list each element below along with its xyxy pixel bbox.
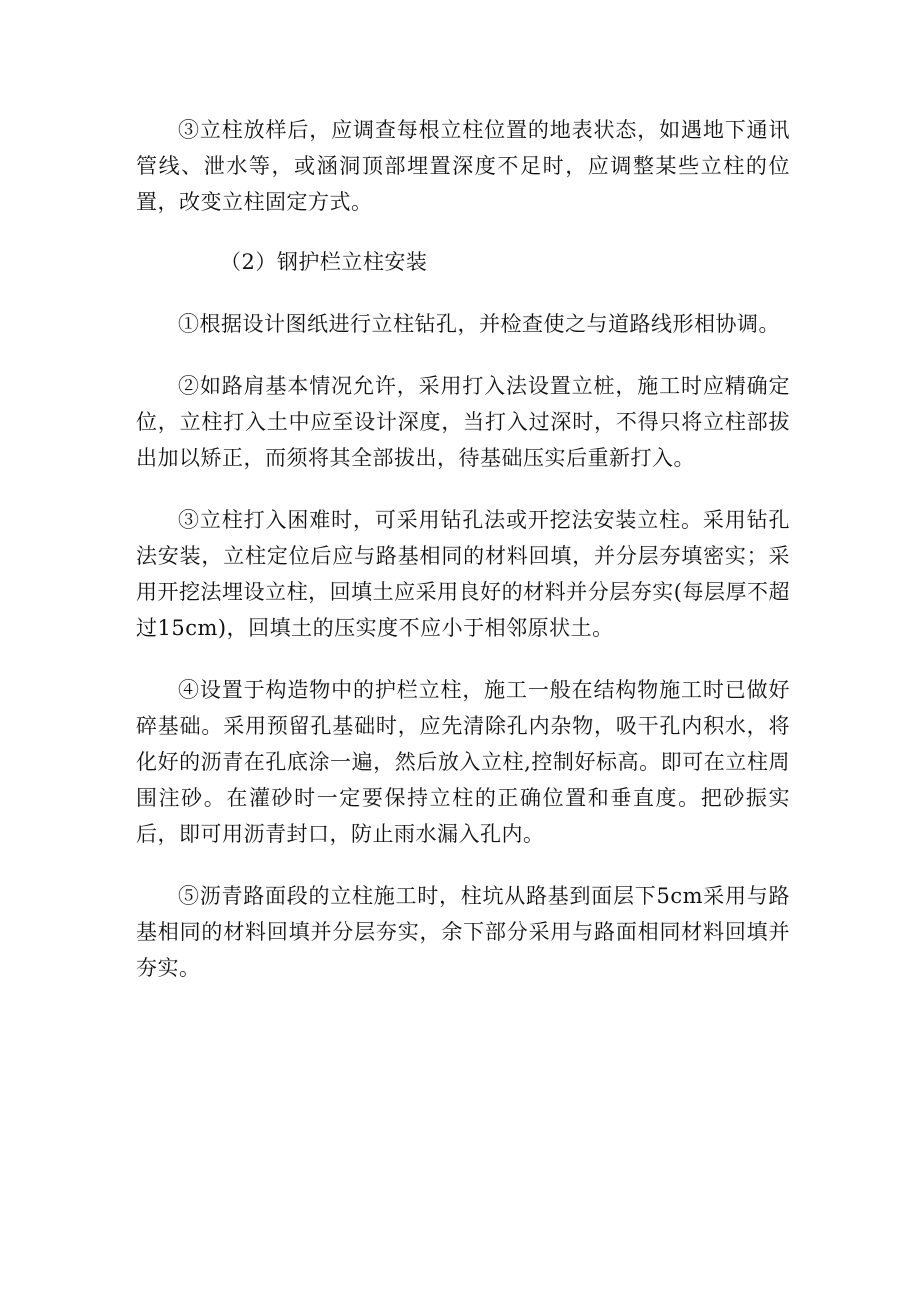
paragraph-stake-out: ③立柱放样后，应调查每根立柱位置的地表状态，如遇地下通讯管线、泄水等，或涵洞顶部埋置深度不足时，应调整某些立柱的位置，改变立柱固定方式。	[136, 118, 790, 214]
paragraph-drilling: ①根据设计图纸进行立柱钻孔，并检查使之与道路线形相协调。	[178, 312, 780, 336]
paragraph-driving-method: ②如路肩基本情况允许，采用打入法设置立桩，施工时应精确定位，立柱打入土中应至设计深度，当打入过深时，不得只将立柱部拔出加以矫正，而须将其全部拔出，待基础压实后重新打入。	[136, 374, 790, 470]
section-heading-steel-guardrail-post-installation: （2）钢护栏立柱安装	[220, 250, 428, 274]
paragraph-drilling-excavation-method: ③立柱打入困难时，可采用钻孔法或开挖法安装立柱。采用钻孔法安装，立柱定位后应与路基相同的材料回填，并分层夯填密实；采用开挖法埋设立柱，回填土应采用良好的材料并分层夯实(每层厚不超过15cm)，回填土的压实度不应小于相邻原状土。	[136, 508, 790, 640]
paragraph-structure-posts: ④设置于构造物中的护栏立柱，施工一般在结构物施工时已做好碎基础。采用预留孔基础时，应先清除孔内杂物，吸干孔内积水，将化好的沥青在孔底涂一遍，然后放入立柱,控制好标高。即可在立柱周围注砂。在灌砂时一定要保持立柱的正确位置和垂直度。把砂振实后，即可用沥青封口，防止雨水漏入孔内。	[136, 678, 790, 846]
paragraph-asphalt-section-posts: ⑤沥青路面段的立柱施工时，柱坑从路基到面层下5cm采用与路基相同的材料回填并分层夯实，余下部分采用与路面相同材料回填并夯实。	[136, 884, 790, 980]
